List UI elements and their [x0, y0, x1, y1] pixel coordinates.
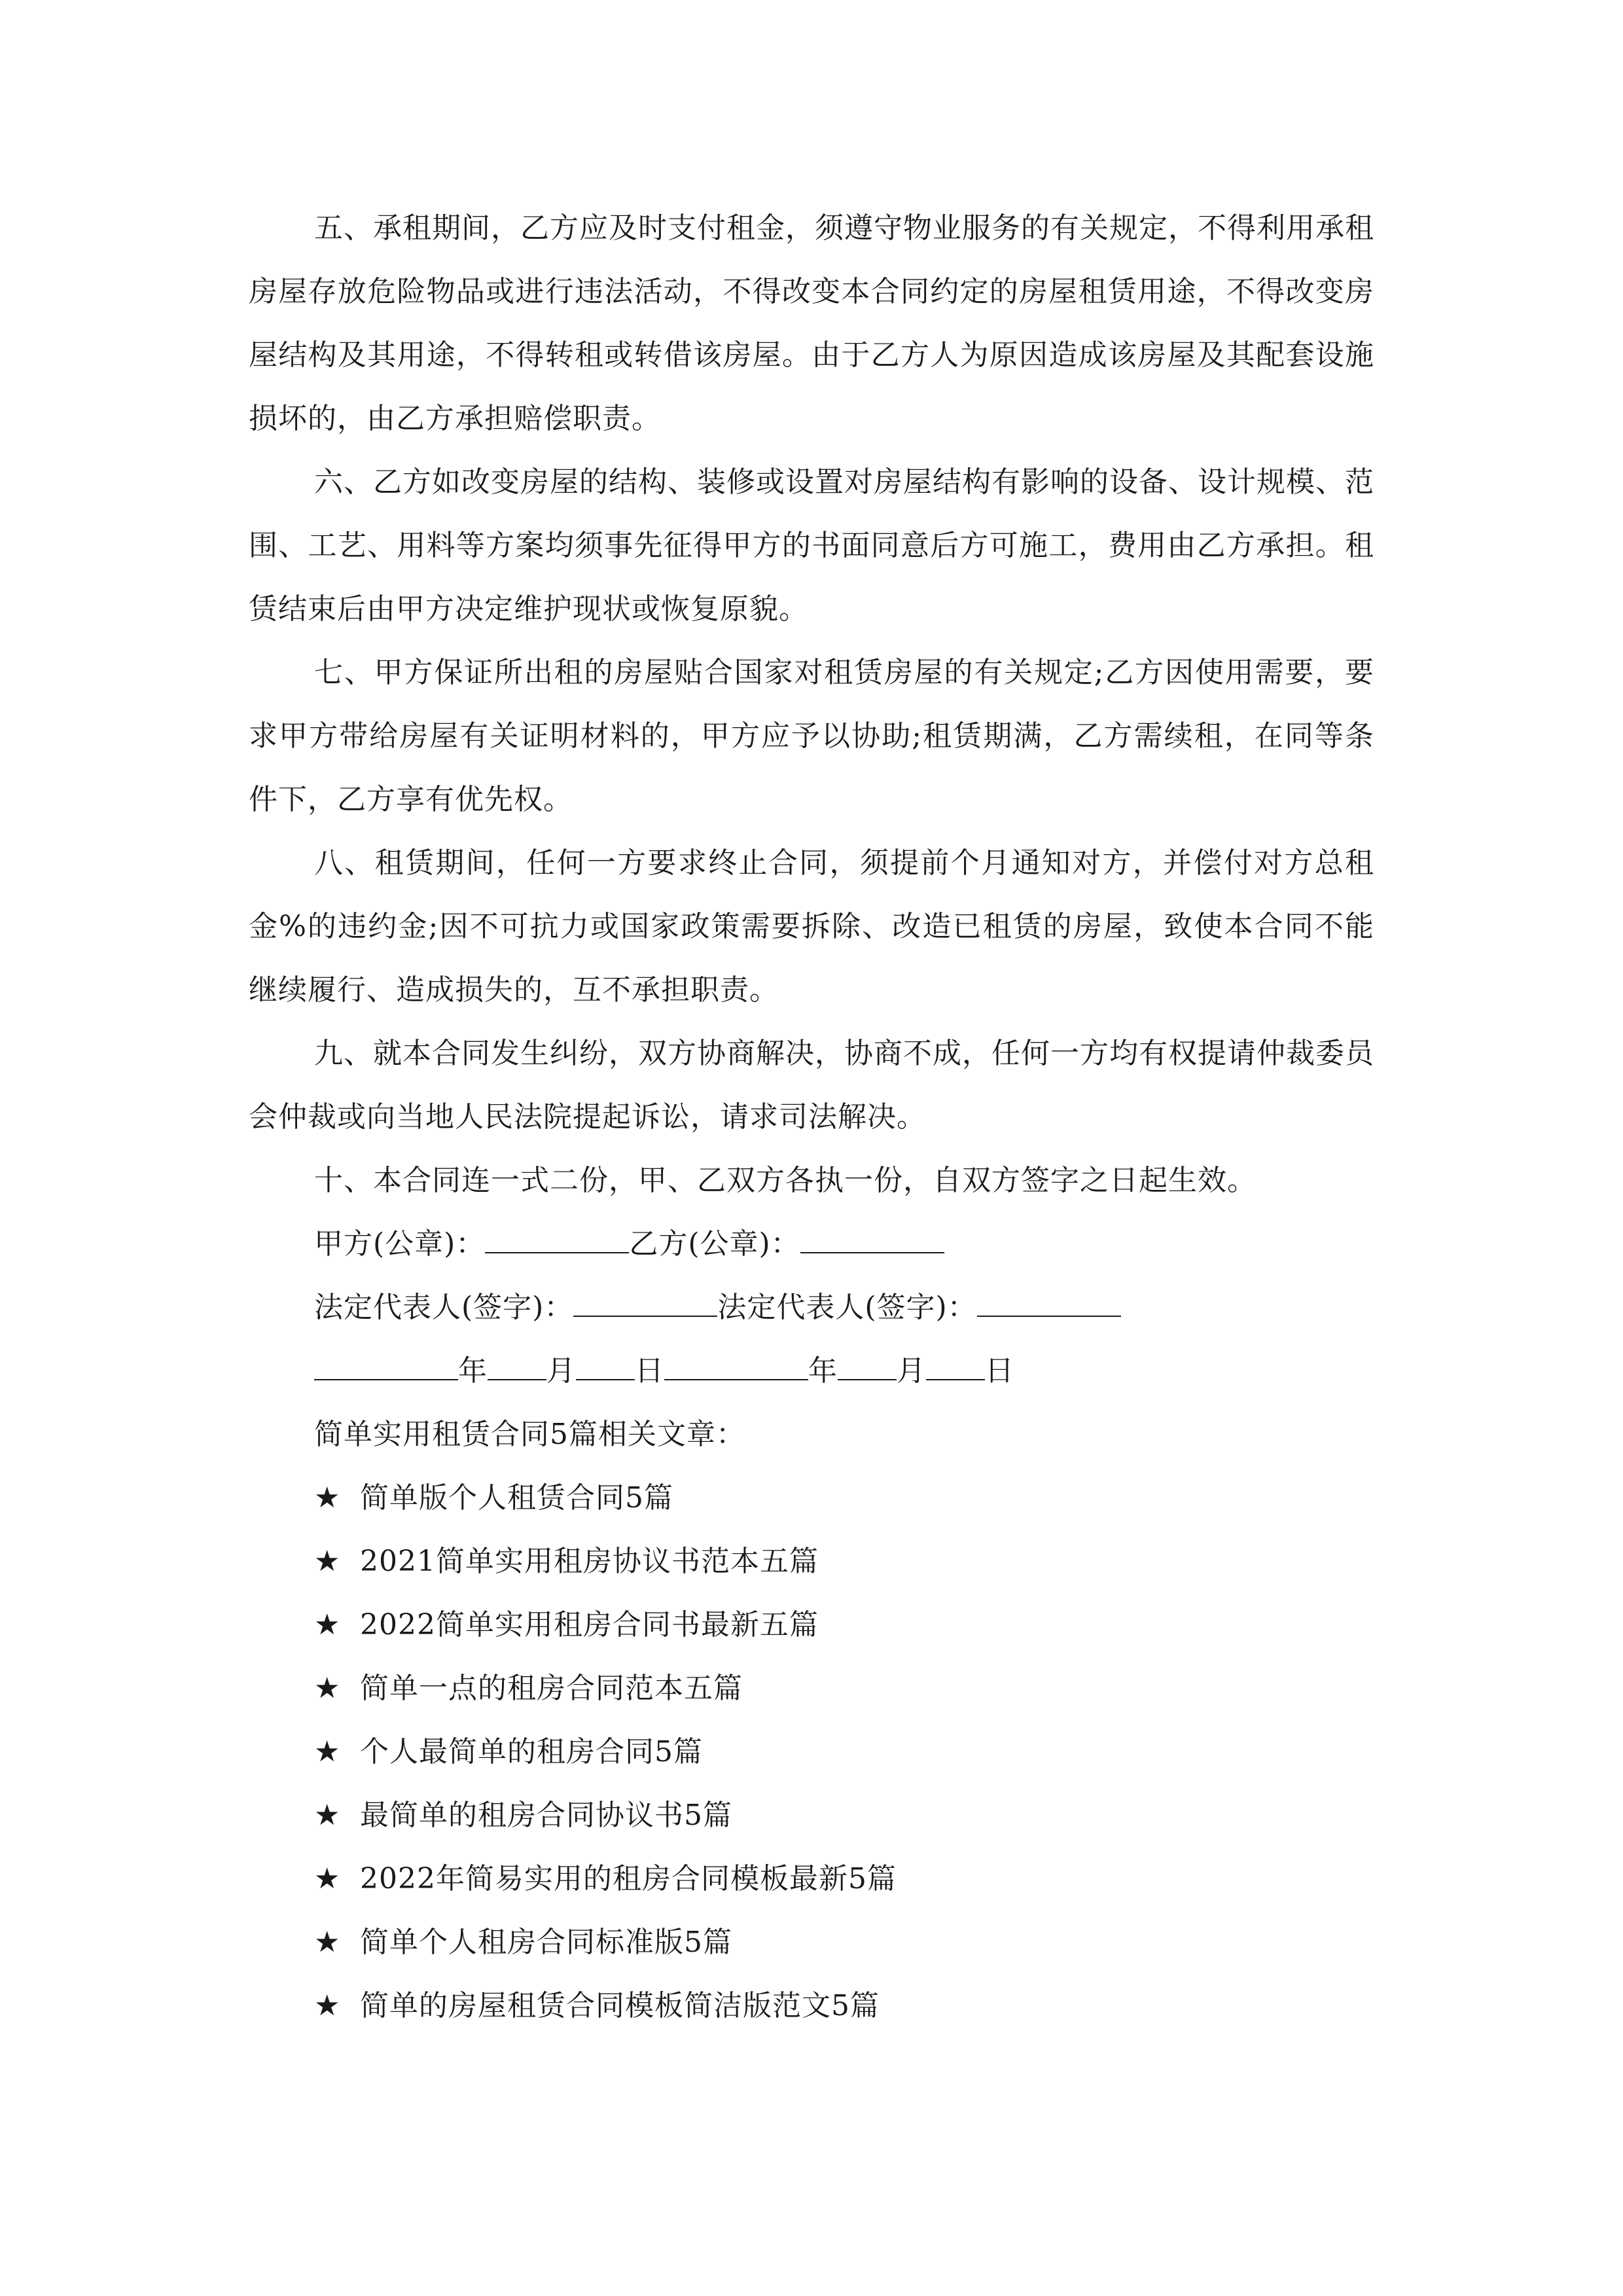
day-a-label: 日: [635, 1354, 664, 1388]
related-item-3[interactable]: [249, 1593, 1374, 1657]
clause-10: 十、本合同连一式二份，甲、乙双方各执一份，自双方签字之日起生效。: [314, 1164, 1257, 1197]
related-heading: 简单实用租赁合同5篇相关文章：: [314, 1418, 745, 1451]
related-link[interactable]: 最简单的租房合同协议书5篇: [360, 1799, 732, 1832]
clause-5: 五、承租期间，乙方应及时支付租金，须遵守物业服务的有关规定，不得利用承租房屋存放危险物品或进行违法活动，不得改变本合同约定的房屋租赁用途，不得改变房屋结构及其用途，不得转租或转借该房屋。由于乙方人为原因造成该房屋及其配套设施损坏的，由乙方承担赔偿职责。: [249, 211, 1374, 435]
related-item-5[interactable]: [249, 1720, 1374, 1784]
clause-8: 八、租赁期间，任何一方要求终止合同，须提前个月通知对方，并偿付对方总租金%的违约金;因不可抗力或国家政策需要拆除、改造已租赁的房屋，致使本合同不能继续履行、造成损失的，互不承担职责。: [249, 846, 1374, 1007]
related-item-1[interactable]: [249, 1466, 1374, 1530]
related-item-6[interactable]: [249, 1784, 1374, 1847]
clause-9: 九、就本合同发生纠纷，双方协商解决，协商不成，任何一方均有权提请仲裁委员会仲裁或向当地人民法院提起诉讼，请求司法解决。: [249, 1037, 1374, 1134]
seal-line: [249, 1212, 1374, 1276]
related-link[interactable]: 简单个人租房合同标准版5篇: [360, 1926, 732, 1959]
year-a-blank: [314, 1353, 458, 1380]
clause-7: 七、甲方保证所出租的房屋贴合国家对租赁房屋的有关规定;乙方因使用需要，要求甲方带给房屋有关证明材料的，甲方应予以协助;租赁期满，乙方需续租，在同等条件下，乙方享有优先权。: [249, 656, 1374, 816]
rep-a-blank: [573, 1289, 717, 1317]
related-link[interactable]: 简单的房屋租赁合同模板简洁版范文5篇: [360, 1989, 880, 2022]
year-b-blank: [664, 1353, 808, 1380]
related-item-7[interactable]: [249, 1847, 1374, 1910]
star-icon: ★: [314, 1926, 341, 1959]
related-item-9[interactable]: [249, 1974, 1374, 2037]
star-icon: ★: [314, 1862, 341, 1895]
related-link[interactable]: 简单一点的租房合同范本五篇: [360, 1672, 743, 1705]
year-b-label: 年: [808, 1354, 838, 1388]
related-item-4[interactable]: [249, 1657, 1374, 1720]
related-link[interactable]: 2022年简易实用的租房合同模板最新5篇: [360, 1862, 897, 1895]
date-line: [249, 1339, 1374, 1403]
day-b-blank: [926, 1353, 985, 1380]
star-icon: ★: [314, 1672, 341, 1705]
related-item-8[interactable]: [249, 1910, 1374, 1974]
star-icon: ★: [314, 1989, 341, 2022]
star-icon: ★: [314, 1735, 341, 1768]
day-b-label: 日: [985, 1354, 1014, 1388]
rep-a-label: 法定代表人(签字)：: [314, 1291, 574, 1324]
party-b-seal-blank: [800, 1226, 944, 1253]
star-icon: ★: [314, 1545, 341, 1578]
related-link[interactable]: 2021简单实用租房协议书范本五篇: [360, 1545, 819, 1578]
party-b-seal-label: 乙方(公章)：: [629, 1227, 800, 1261]
related-link[interactable]: 简单版个人租赁合同5篇: [360, 1481, 673, 1515]
star-icon: ★: [314, 1799, 341, 1832]
day-a-blank: [576, 1353, 635, 1380]
party-a-seal-blank: [485, 1226, 629, 1253]
month-b-blank: [838, 1353, 897, 1380]
month-a-label: 月: [546, 1354, 576, 1388]
representative-line: [249, 1276, 1374, 1339]
year-a-label: 年: [458, 1354, 488, 1388]
related-link[interactable]: 2022简单实用租房合同书最新五篇: [360, 1608, 819, 1641]
document-page: [249, 196, 1374, 2037]
related-item-2[interactable]: [249, 1530, 1374, 1593]
rep-b-label: 法定代表人(签字)：: [717, 1291, 977, 1324]
party-a-seal-label: 甲方(公章)：: [314, 1227, 486, 1261]
star-icon: ★: [314, 1481, 341, 1515]
month-a-blank: [488, 1353, 546, 1380]
rep-b-blank: [977, 1289, 1121, 1317]
related-link[interactable]: 个人最简单的租房合同5篇: [360, 1735, 703, 1768]
month-b-label: 月: [897, 1354, 926, 1388]
clause-6: 六、乙方如改变房屋的结构、装修或设置对房屋结构有影响的设备、设计规模、范围、工艺、用料等方案均须事先征得甲方的书面同意后方可施工，费用由乙方承担。租赁结束后由甲方决定维护现状或恢复原貌。: [249, 465, 1374, 626]
star-icon: ★: [314, 1608, 341, 1641]
